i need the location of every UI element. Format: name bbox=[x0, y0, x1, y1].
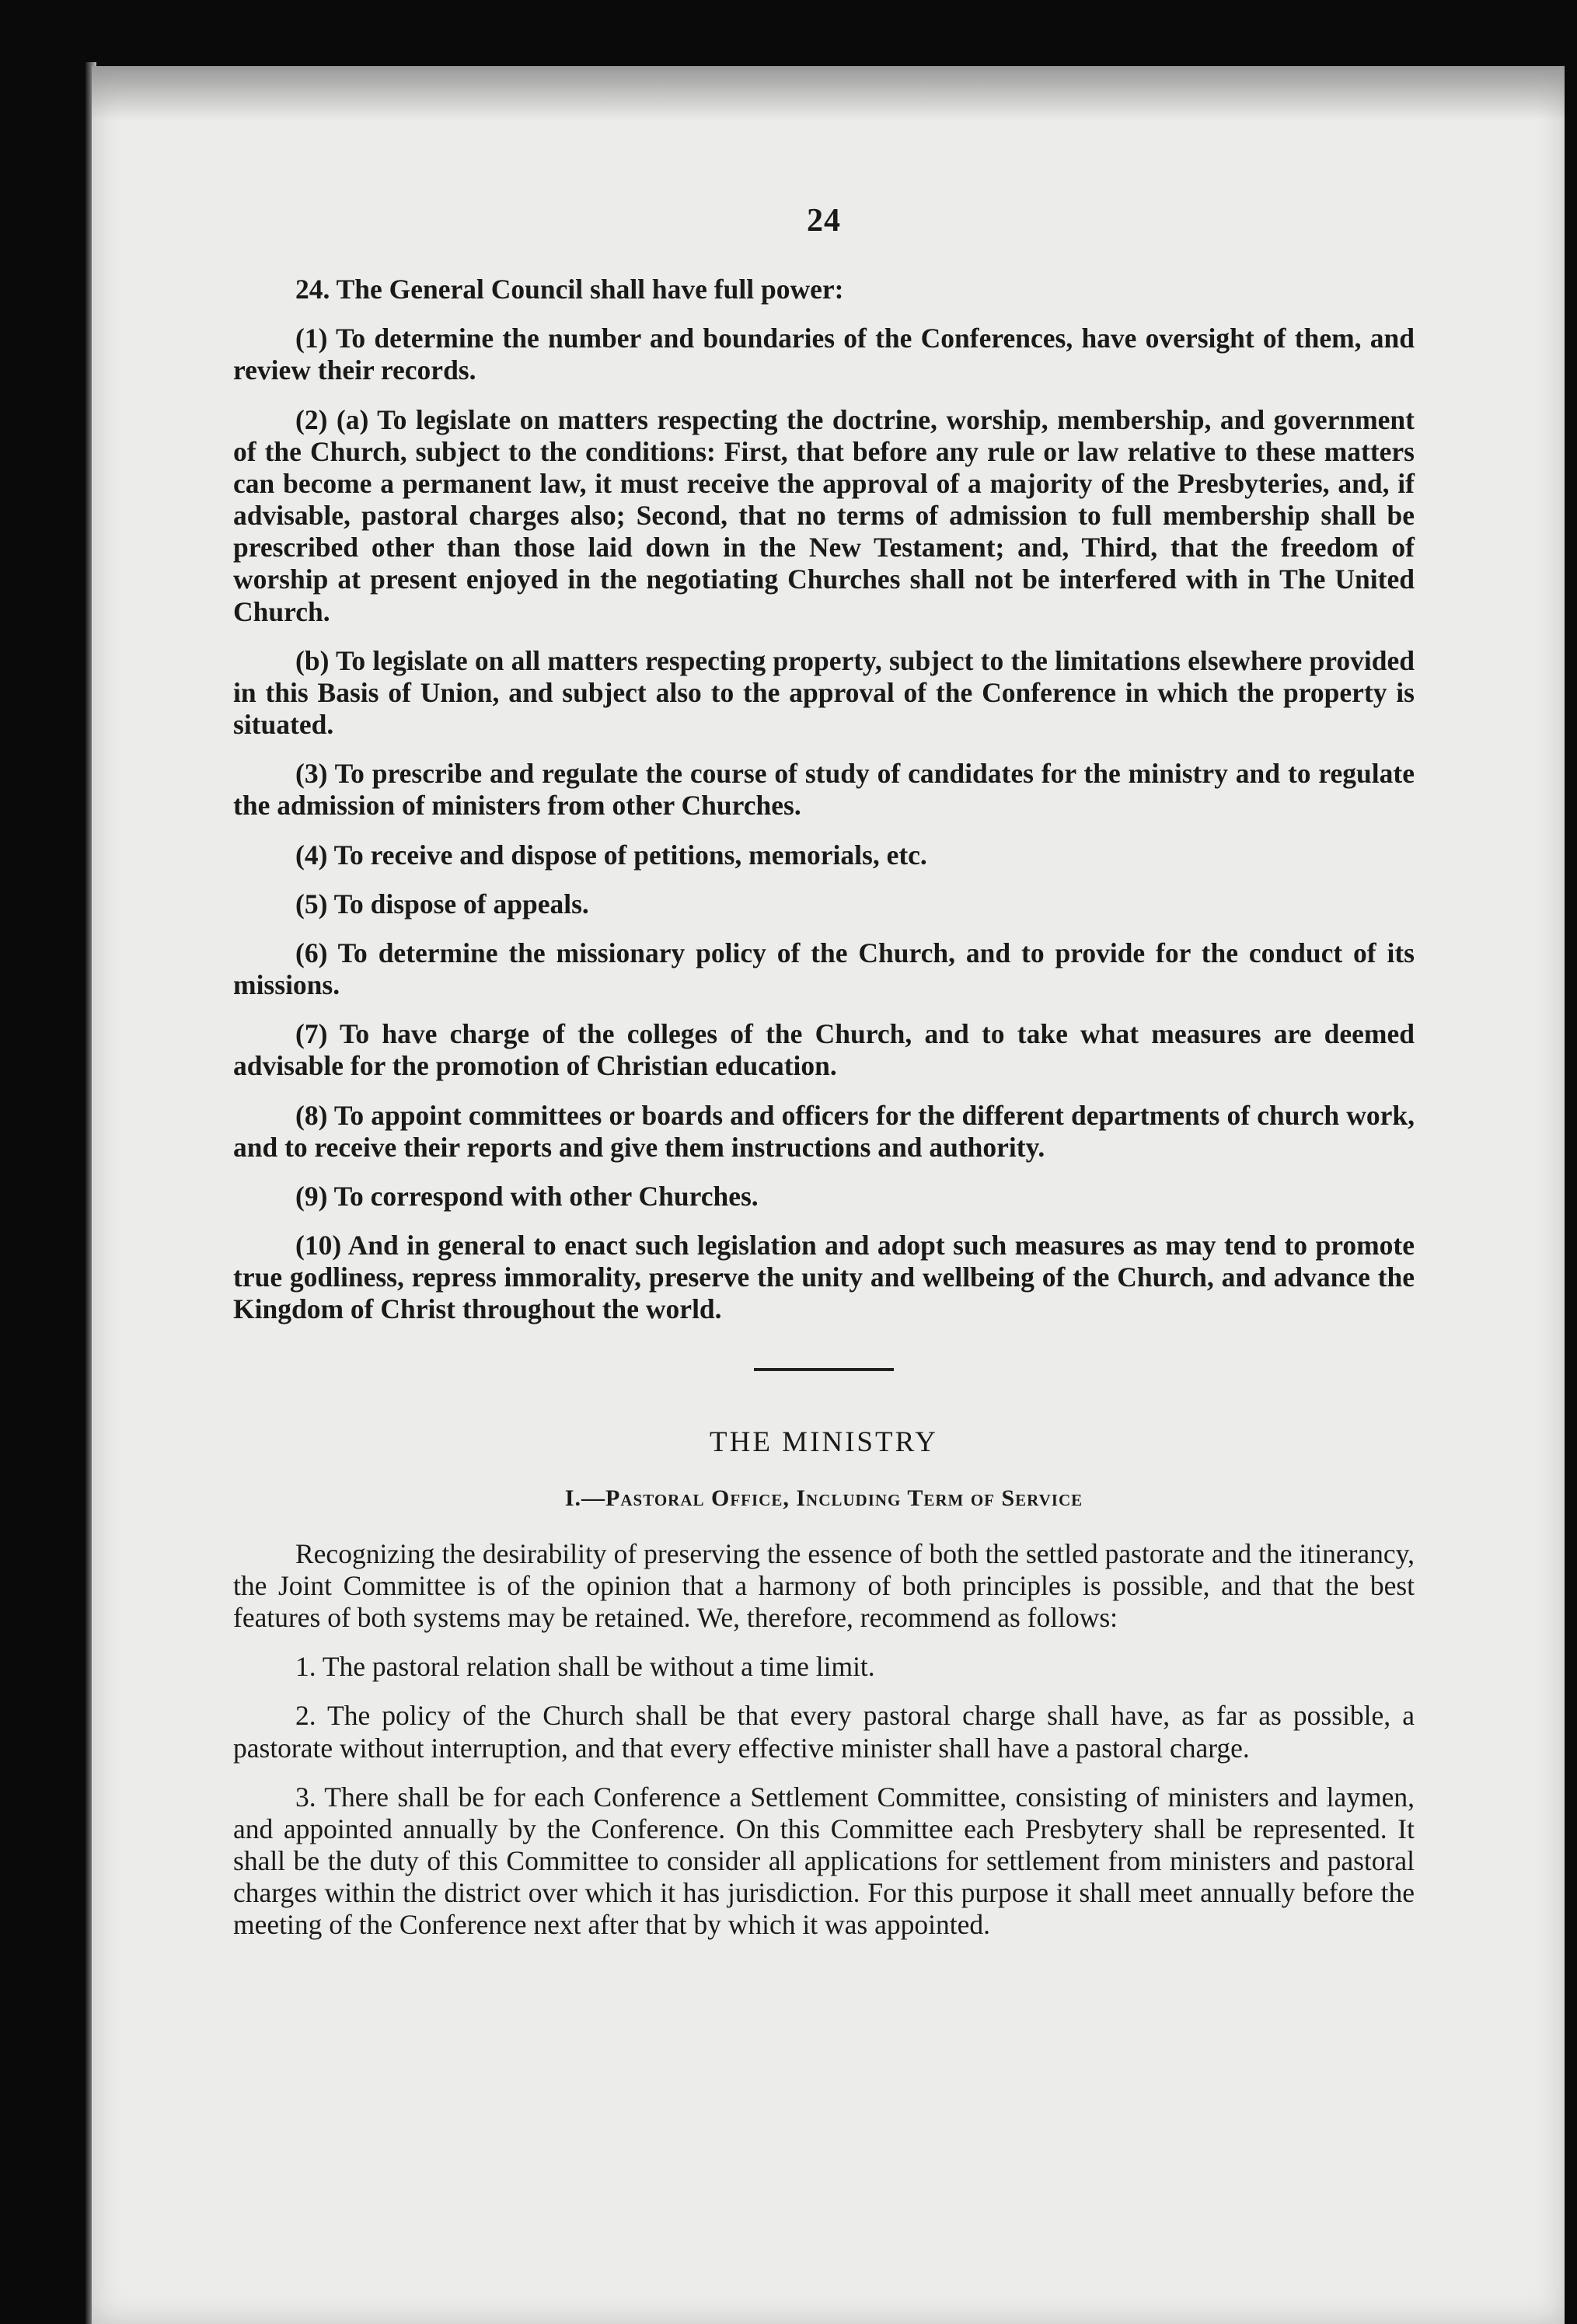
section-24-item-1: (1) To determine the number and boundaries of the Conferences, have oversight of them, and review their records. bbox=[233, 323, 1415, 386]
page-top-edge bbox=[92, 66, 1565, 120]
section-24-item-7: (7) To have charge of the colleges of the Church, and to take what measures are deemed advisable for the promotion of Christian education. bbox=[233, 1018, 1415, 1082]
ministry-intro: Recognizing the desirability of preserving the essence of both the settled pastorate and the itinerancy, the Joint Committee is of the opinion that a harmony of both principles is possible, and that the best features of both systems may be retained. We, therefore, recommend as follows: bbox=[233, 1537, 1415, 1633]
page-number: 24 bbox=[807, 203, 841, 239]
section-24-intro: 24. The General Council shall have full power: bbox=[295, 274, 844, 305]
section-24-item-6: (6) To determine the missionary policy of the Church, and to provide for the conduct of its missions. bbox=[233, 937, 1415, 1001]
section-24-item-9: (9) To correspond with other Churches. bbox=[295, 1180, 759, 1212]
section-title: THE MINISTRY bbox=[710, 1425, 938, 1458]
section-24-item-10: (10) And in general to enact such legislation and adopt such measures as may tend to promote true godliness, repress immorality, preserve the unity and wellbeing of the Church, and advance the Kingdom of Christ throughout the world. bbox=[233, 1230, 1415, 1325]
section-24-item-5: (5) To dispose of appeals. bbox=[295, 888, 589, 919]
section-24-item-3: (3) To prescribe and regulate the course of study of candidates for the ministry and to regulate the admission of ministers from other Churches. bbox=[233, 758, 1415, 822]
section-subtitle: I.—Pastoral Office, Including Term of Service bbox=[564, 1485, 1083, 1511]
section-24-item-4: (4) To receive and dispose of petitions, memorials, etc. bbox=[295, 839, 927, 871]
ministry-item-2: 2. The policy of the Church shall be that every pastoral charge shall have, as far as possible, a pastorate without interruption, and that every effective minister shall have a pastoral charge. bbox=[233, 1700, 1415, 1764]
ministry-item-1: 1. The pastoral relation shall be without a time limit. bbox=[295, 1651, 875, 1683]
ministry-item-3: 3. There shall be for each Conference a Settlement Committee, consisting of ministers and laymen, and appointed annually by the Conference. On this Committee each Presbytery shall be represented. It shall be the duty of this Committee to consider all applications for settlement from ministers and pastoral charges within the district over which it has jurisdiction. For this purpose it shall meet annually before the meeting of the Conference next after that by which it was appointed. bbox=[233, 1781, 1415, 1941]
section-24-item-2b: (b) To legislate on all matters respecting property, subject to the limitations elsewhere provided in this Basis of Union, and subject also to the approval of the Conference in which the property is situated. bbox=[233, 644, 1415, 741]
section-24-item-8: (8) To appoint committees or boards and officers for the different departments of church work, and to receive their reports and give them instructions and authority. bbox=[233, 1099, 1415, 1163]
section-divider bbox=[754, 1368, 894, 1371]
section-24-item-2a: (2) (a) To legislate on matters respecting the doctrine, worship, membership, and government of the Church, subject to the conditions: First, that before any rule or law relative to these matters can become a permanent law, it must receive the approval of a majority of the Presbyteries, and, if advisable, pastoral charges also; Second, that no terms of admission to full membership shall be prescribed other than those laid down in the New Testament; and, Third, that the freedom of worship at present enjoyed in the negotiating Churches shall not be interfered with in The United Church. bbox=[233, 403, 1415, 627]
page-content bbox=[233, 202, 1415, 1959]
